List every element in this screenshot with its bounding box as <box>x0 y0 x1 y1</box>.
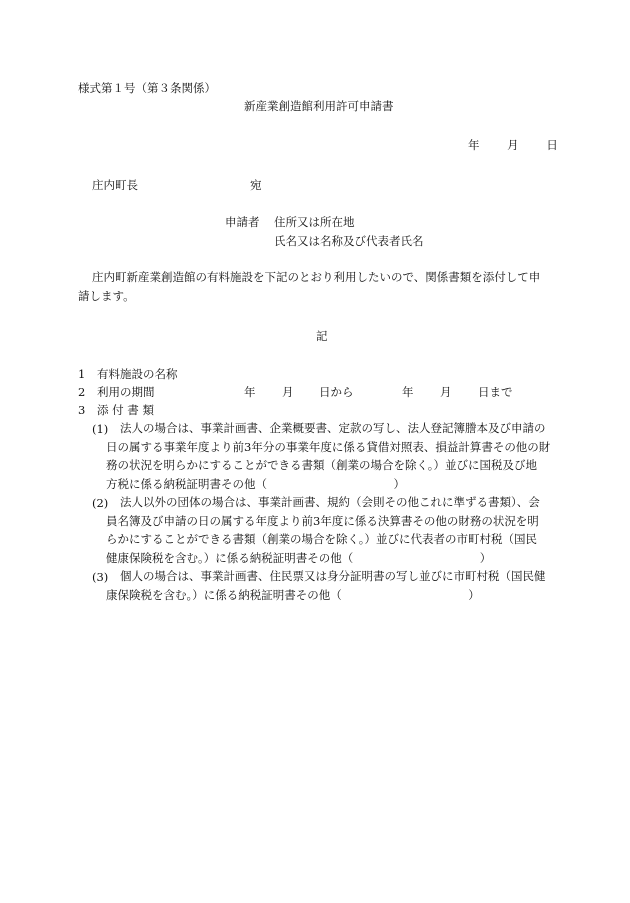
period-end-month: 月 <box>440 385 452 399</box>
intro-line: 庄内町新産業創造館の有料施設を下記のとおり利用したいので、関係書類を添付して申 <box>92 270 541 284</box>
attachment-2-number: (2) <box>92 496 109 510</box>
attachment-3-number: (3) <box>92 570 109 584</box>
period-start-year: 年 <box>244 385 256 399</box>
item3-label: 添 付 書 類 <box>97 403 154 417</box>
attachment-line: らかにすることができる書類（創業の場合を除く。）並びに代表者の市町村税（国民 <box>106 532 538 546</box>
period-end-year: 年 <box>402 385 414 399</box>
date-year-label: 年 <box>468 138 480 152</box>
period-start-month: 月 <box>282 385 294 399</box>
date-day-label: 日 <box>546 138 558 152</box>
ki-heading: 記 <box>316 329 328 343</box>
date-line <box>468 137 558 153</box>
attachment-1-text <box>106 419 550 493</box>
applicant-name-label: 氏名又は名称及び代表者氏名 <box>274 234 424 248</box>
attachment-line: 個人の場合は、事業計画書、住民票又は身分証明書の写し並びに市町村税（国民健 <box>120 569 546 583</box>
date-month-label: 月 <box>507 138 519 152</box>
item3-number: 3 <box>78 403 86 417</box>
attachment-3-text <box>106 567 546 604</box>
item2-label: 利用の期間 <box>97 385 155 399</box>
attachment-1-number: (1) <box>92 422 109 436</box>
attachment-2-text <box>106 493 540 567</box>
attachment-line: 康保険税を含む。）に係る納税証明書その他（ ） <box>106 587 480 602</box>
intro-line: 請します。 <box>78 288 135 303</box>
attachment-line: 員名簿及び申請の日の属する年度より前3年度に係る決算書その他の財務の状況を明 <box>106 513 539 528</box>
attachment-line: 法人以外の団体の場合は、事業計画書、規約（会則その他これに準ずる書類）、会 <box>120 495 540 509</box>
item1-number: 1 <box>78 367 86 381</box>
applicant-label: 申請者 <box>225 215 260 229</box>
applicant-address-label: 住所又は所在地 <box>274 215 355 229</box>
intro-paragraph <box>78 268 540 305</box>
attachment-line: 方税に係る納税証明書その他（ ） <box>106 476 405 491</box>
attachment-line: 法人の場合は、事業計画書、企業概要書、定款の写し、法人登記簿謄本及び申請の <box>120 421 546 435</box>
item2-number: 2 <box>78 385 86 399</box>
period-end-day: 日まで <box>478 385 513 399</box>
form-number: 様式第１号（第３条関係） <box>78 81 216 95</box>
addressee-suffix: 宛 <box>250 178 262 192</box>
period-start-day: 日から <box>319 385 354 399</box>
attachment-line: 務の状況を明らかにすることができる書類（創業の場合を除く。）並びに国税及び地 <box>106 458 538 472</box>
document-title: 新産業創造館利用許可申請書 <box>244 99 394 113</box>
attachment-line: 日の属する事業年度より前3年分の事業年度に係る貸借対照表、損益計算書その他の財 <box>106 439 551 454</box>
addressee-name: 庄内町長 <box>92 178 138 192</box>
attachment-line: 健康保険税を含む。）に係る納税証明書その他（ ） <box>106 550 492 565</box>
item1-label: 有料施設の名称 <box>97 367 178 381</box>
